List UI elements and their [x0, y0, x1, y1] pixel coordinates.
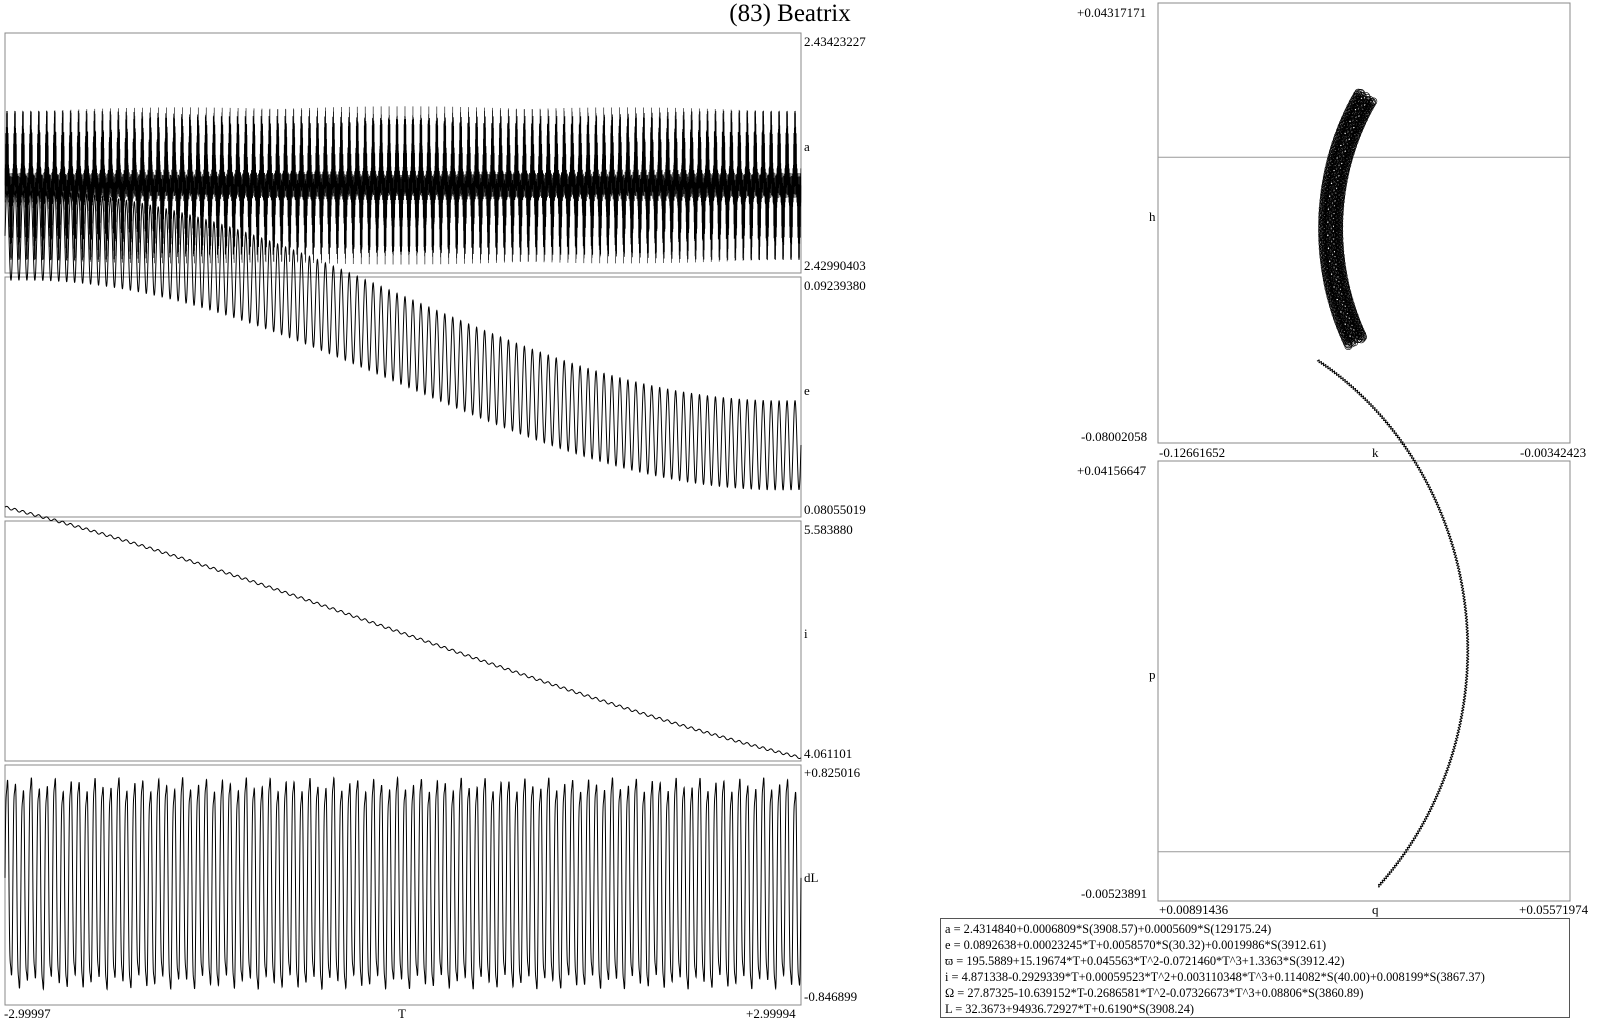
e-axis-label: e [804, 383, 810, 398]
q-axis-label: q [1372, 902, 1379, 917]
p-axis-label: p [1149, 667, 1156, 682]
i-min-label: 4.061101 [804, 746, 853, 761]
h-max-label: +0.04317171 [1077, 5, 1147, 20]
dl-max-label: +0.825016 [804, 765, 861, 780]
e-max-label: 0.09239380 [804, 278, 866, 293]
q-min-label: +0.00891436 [1159, 902, 1229, 917]
time-axis-label: T [398, 1006, 406, 1021]
kh-points [1318, 89, 1377, 350]
e-min-label: 0.08055019 [804, 502, 866, 517]
q-max-label: +0.05571974 [1519, 902, 1589, 917]
chart-title: (83) Beatrix [729, 0, 851, 27]
series-i-line [5, 506, 801, 758]
formula-l: L = 32.3673+94936.72927*T+0.6190*S(3908.24) [945, 1002, 1195, 1016]
h-min-label: -0.08002058 [1081, 429, 1148, 444]
p-min-label: -0.00523891 [1081, 886, 1148, 901]
qp-curve [1317, 360, 1469, 887]
panel-qp-frame [1158, 461, 1570, 901]
dl-axis-label: dL [804, 870, 819, 885]
formula-varpi: ϖ = 195.5889+15.19674*T+0.045563*T^2-0.0721460*T^3+1.3363*S(3912.42) [945, 954, 1345, 968]
panel-kh-frame [1158, 3, 1570, 443]
element-formulas-box [940, 918, 1570, 1018]
dl-min-label: -0.846899 [804, 989, 858, 1004]
i-axis-label: i [804, 626, 808, 641]
a-min-label: 2.42990403 [804, 258, 866, 273]
p-max-label: +0.04156647 [1077, 463, 1147, 478]
formula-a: a = 2.4314840+0.0006809*S(3908.57)+0.0005609*S(129175.24) [945, 922, 1272, 936]
a-max-label: 2.43423227 [804, 34, 866, 49]
i-max-label: 5.583880 [804, 522, 853, 537]
h-axis-label: h [1149, 209, 1156, 224]
panel-e-frame [5, 277, 801, 517]
time-min-label: -2.99997 [4, 1006, 51, 1021]
k-axis-label: k [1372, 445, 1379, 460]
a-axis-label: a [804, 139, 810, 154]
k-max-label: -0.00342423 [1520, 445, 1587, 460]
series-dl-line [5, 778, 801, 990]
time-max-label: +2.99994 [746, 1006, 796, 1021]
formula-e: e = 0.0892638+0.00023245*T+0.0058570*S(30.32)+0.0019986*S(3912.61) [945, 938, 1327, 952]
formula-i: i = 4.871338-0.2929339*T+0.00059523*T^2+0.003110348*T^3+0.114082*S(40.00)+0.008199*S(3867.37) [945, 970, 1485, 984]
formula-omega: Ω = 27.87325-10.639152*T-0.2686581*T^2-0.07326673*T^3+0.08806*S(3860.89) [945, 986, 1364, 1000]
series-e-line [5, 191, 801, 490]
k-min-label: -0.12661652 [1159, 445, 1226, 460]
